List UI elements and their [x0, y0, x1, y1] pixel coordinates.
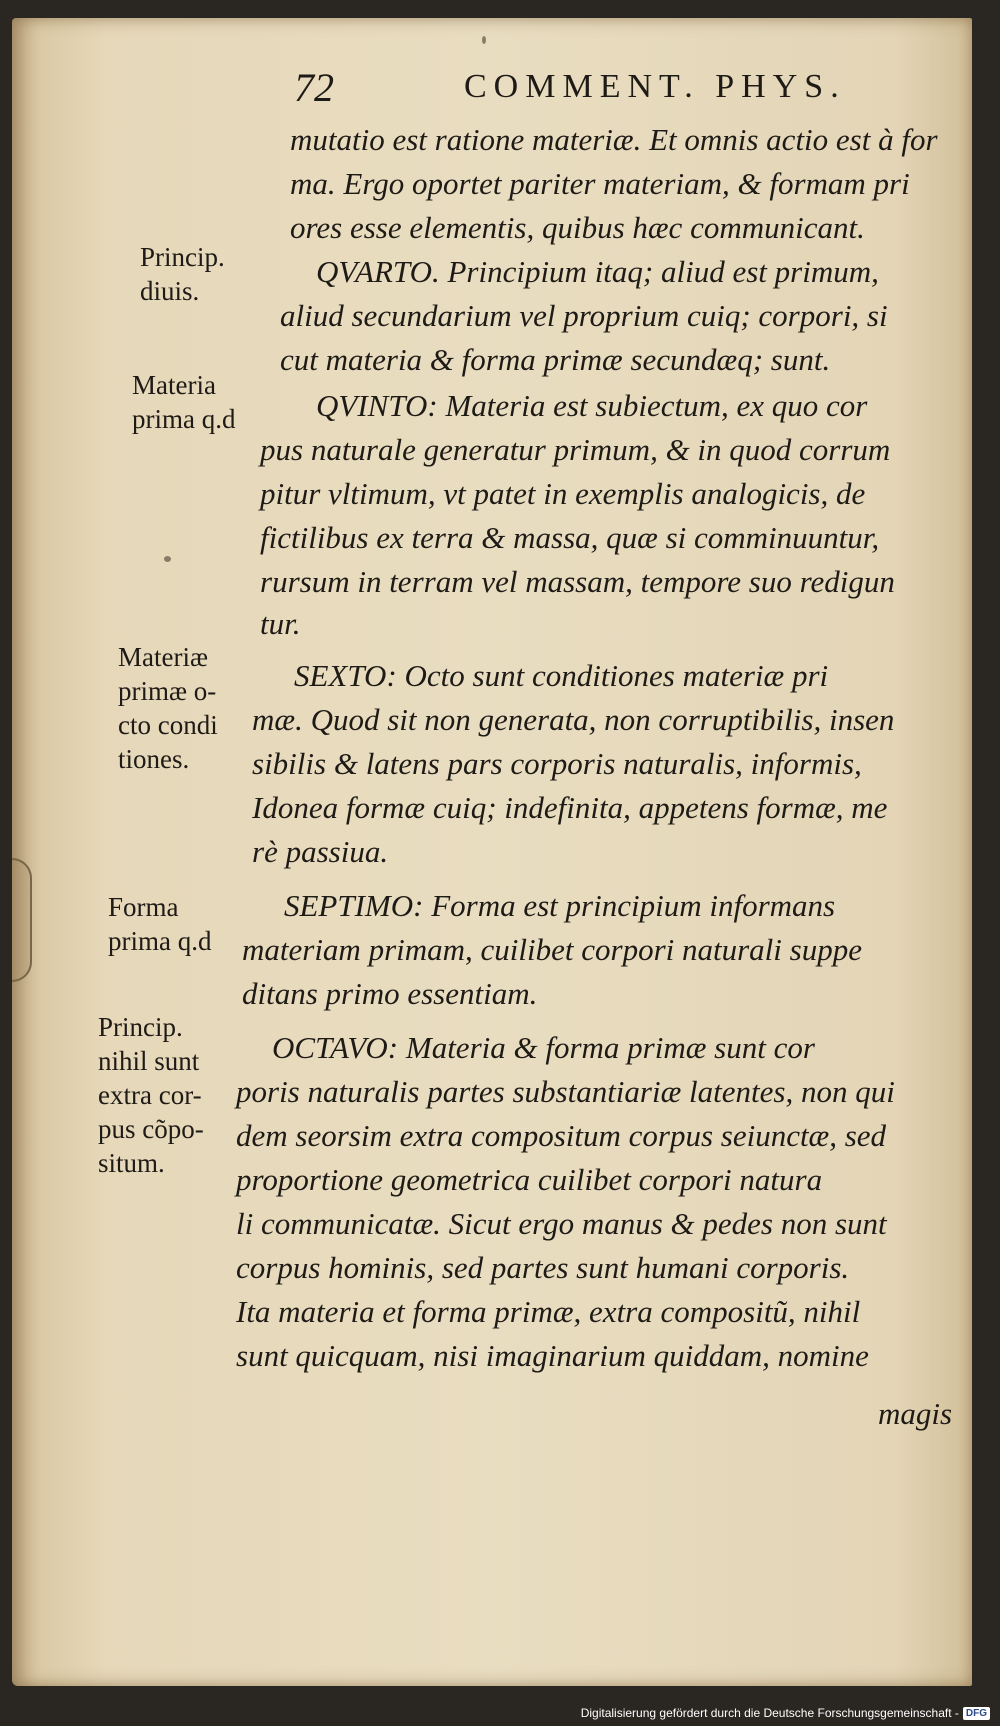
- text-line: QVINTO: Materia est subiectum, ex quo cor: [316, 388, 868, 423]
- footer-text: Digitalisierung gefördert durch die Deutsche Forschungsgemeinschaft -: [580, 1706, 959, 1720]
- margin-note-line: pus cõpo-: [98, 1114, 204, 1144]
- catchword: magis: [878, 1396, 953, 1431]
- text-line: li communicatæ. Sicut ergo manus & pedes non sunt: [236, 1206, 887, 1241]
- text-line: SEXTO: Octo sunt conditiones materiæ pri: [294, 658, 829, 693]
- margin-note-princip-nihil: [98, 1010, 204, 1180]
- margin-note-line: diuis.: [140, 276, 200, 306]
- margin-note-line: Forma: [108, 892, 179, 922]
- text-line: materiam primam, cuilibet corpori naturali suppe: [242, 932, 862, 967]
- ink-spot: [482, 36, 486, 44]
- margin-note-materia-prima: [132, 368, 235, 436]
- margin-note-line: nihil sunt: [98, 1046, 200, 1076]
- text-line: rursum in terram vel massam, tempore suo redigun: [260, 564, 895, 599]
- margin-note-line: situm.: [98, 1148, 165, 1178]
- text-line: sibilis & latens pars corporis naturalis, informis,: [252, 746, 862, 781]
- text-line: rè passiua.: [252, 834, 389, 869]
- text-line: OCTAVO: Materia & forma primæ sunt cor: [272, 1030, 815, 1065]
- margin-note-line: extra cor-: [98, 1080, 202, 1110]
- text-line: ditans primo essentiam.: [242, 976, 538, 1011]
- margin-note-line: prima q.d: [132, 404, 236, 434]
- running-head: COMMENT. PHYS.: [464, 68, 846, 105]
- text-line: mutatio est ratione materiæ. Et omnis actio est à for: [290, 122, 938, 157]
- text-line: dem seorsim extra compositum corpus seiunctæ, sed: [236, 1118, 887, 1153]
- margin-note-princip-diuis: [140, 240, 225, 308]
- margin-note-line: Materiæ: [118, 642, 208, 672]
- margin-note-line: cto condi: [118, 710, 218, 740]
- margin-note-conditiones: [118, 640, 218, 776]
- text-line: QVARTO. Principium itaq; aliud est primum,: [316, 254, 879, 289]
- text-line: mæ. Quod sit non generata, non corruptibilis, insen: [252, 702, 895, 737]
- text-line: cut materia & forma primæ secundæq; sunt.: [280, 342, 831, 377]
- text-line: Idonea formæ cuiq; indefinita, appetens formæ, me: [252, 790, 888, 825]
- page-number: 72: [294, 65, 334, 110]
- text-line: ores esse elementis, quibus hæc communicant.: [290, 210, 865, 245]
- text-line: sunt quicquam, nisi imaginarium quiddam, nomine: [236, 1338, 869, 1373]
- margin-note-forma-prima: [108, 890, 211, 958]
- text-line: SEPTIMO: Forma est principium informans: [284, 888, 836, 923]
- margin-note-line: Princip.: [98, 1012, 183, 1042]
- margin-note-line: primæ o-: [118, 676, 217, 706]
- book-page: [12, 18, 972, 1686]
- text-line: ma. Ergo oportet pariter materiam, & formam pri: [290, 166, 910, 201]
- margin-note-line: tiones.: [118, 744, 190, 774]
- text-line: aliud secundarium vel proprium cuiq; corpori, si: [280, 298, 888, 333]
- text-line: proportione geometrica cuilibet corpori natura: [236, 1162, 823, 1197]
- text-line: pitur vltimum, vt patet in exemplis analogicis, de: [260, 476, 866, 511]
- margin-note-line: Materia: [132, 370, 216, 400]
- margin-note-line: prima q.d: [108, 926, 212, 956]
- text-line: Ita materia et forma primæ, extra compositũ, nihil: [236, 1294, 861, 1329]
- digitization-footer: [581, 1706, 990, 1720]
- text-line: fictilibus ex terra & massa, quæ si comminuuntur,: [260, 520, 880, 555]
- text-line: corpus hominis, sed partes sunt humani corporis.: [236, 1250, 850, 1285]
- dfg-logo: DFG: [963, 1707, 990, 1720]
- margin-note-line: Princip.: [140, 242, 225, 272]
- text-line: tur.: [260, 606, 301, 641]
- text-line: poris naturalis partes substantiariæ latentes, non qui: [236, 1074, 895, 1109]
- text-line: pus naturale generatur primum, & in quod corrum: [260, 432, 891, 467]
- ink-spot: [164, 556, 171, 562]
